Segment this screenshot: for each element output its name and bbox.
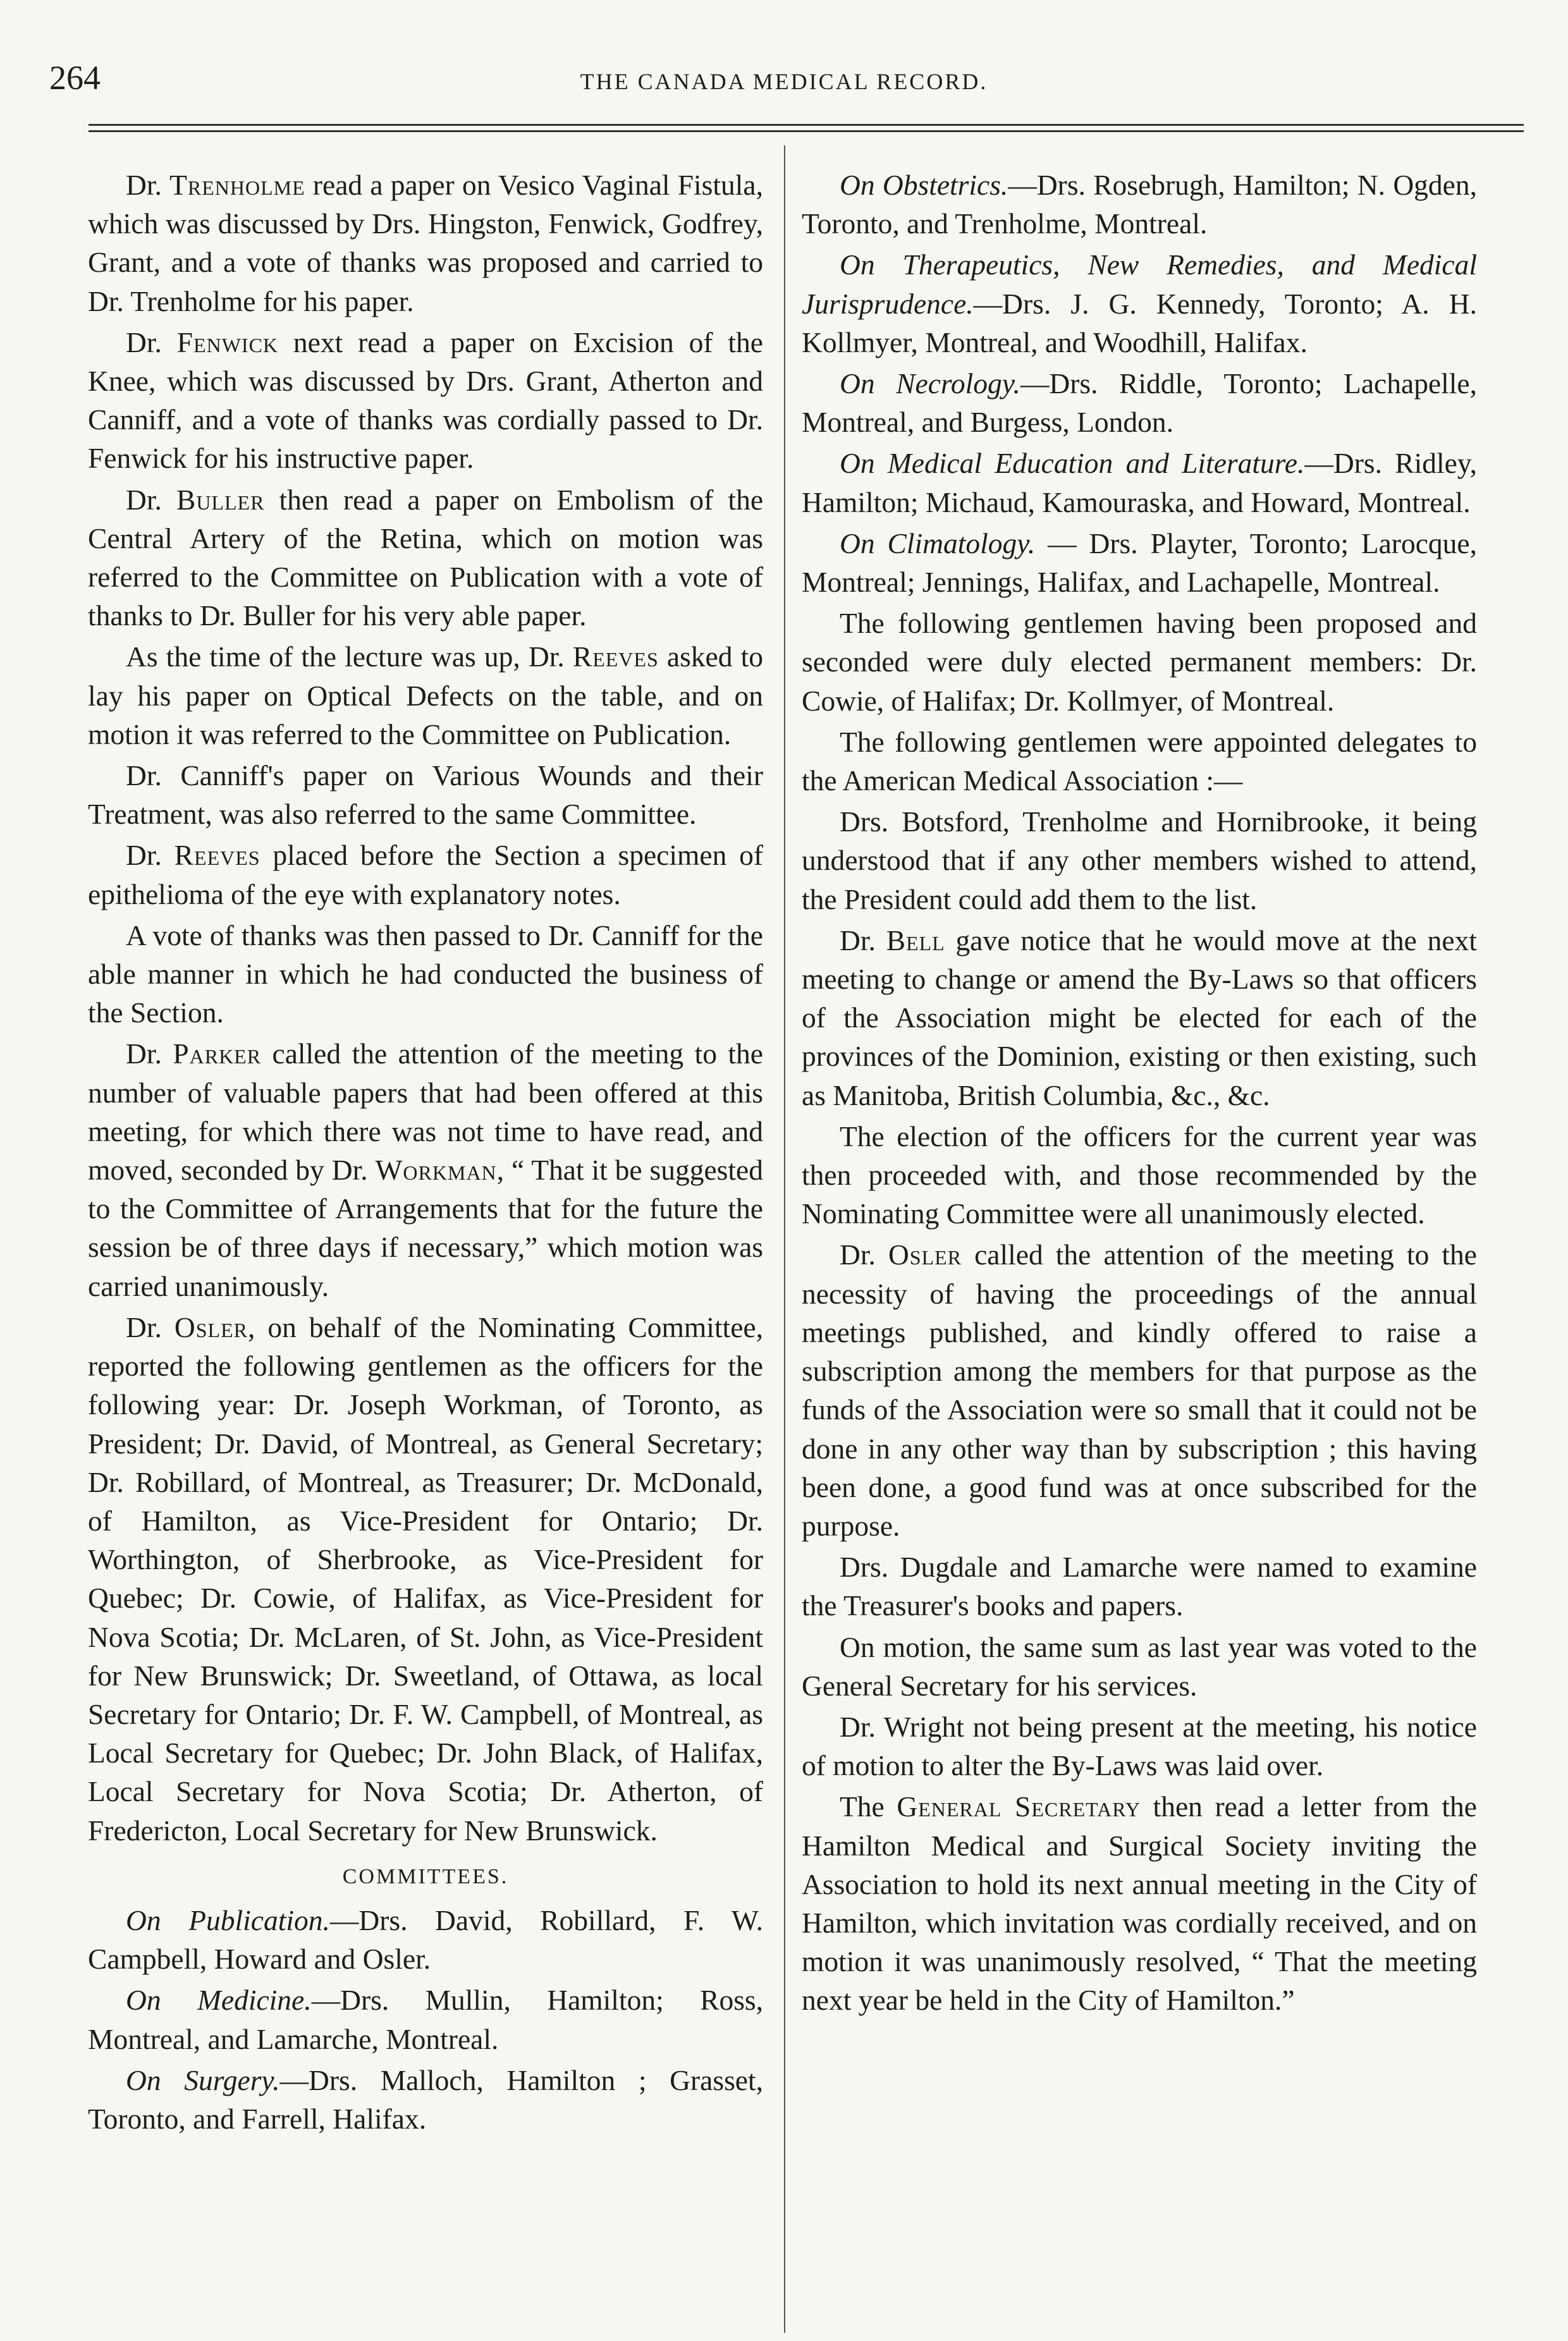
paragraph: Drs. Dugdale and Lamarche were named to examine the Treasurer's books and papers. [802, 1551, 1477, 1622]
speaker-name: Fenwick [176, 326, 279, 358]
speaker-name: Osler [174, 1311, 248, 1343]
speaker-name: General Secretary [897, 1790, 1141, 1823]
committee-entry: On Necrology.—Drs. Riddle, Toronto; Lachapelle, Montreal, and Burgess, London. [802, 367, 1477, 439]
committee-label: On Climatology. [840, 527, 1036, 559]
paragraph: The following gentlemen having been proposed and seconded were duly elected permanent members: Dr. Cowie, of Halifax; Dr. Kollmyer, of Montreal. [802, 607, 1477, 717]
speaker-name: Bell [886, 924, 945, 957]
paragraph: Dr. Wright not being present at the meeting, his notice of motion to alter the By-Laws was laid over. [802, 1710, 1477, 1782]
committee-label: On Medicine. [126, 1984, 312, 2017]
paragraph: Dr. Trenholme read a paper on Vesico Vaginal Fistula, which was discussed by Drs. Hingston, Fenwick, Godfrey, Grant, and a vote of thanks was proposed and carried to Dr. Trenholme for his paper. [88, 169, 763, 317]
running-head: THE CANADA MEDICAL RECORD. [580, 69, 988, 94]
committee-label: On Surgery. [126, 2063, 280, 2096]
paragraph: Dr. Bell gave notice that he would move at the next meeting to change or amend the By-Laws so that officers of the Association might be elected for each of the provinces of the Dominion, existing or then existing, such as Manitoba, British Columbia, &c., &c. [802, 924, 1477, 1111]
paragraph: As the time of the lecture was up, Dr. Reeves asked to lay his paper on Optical Defects on the table, and on motion it was referred to the Committee on Publication. [88, 640, 763, 750]
committee-label: On Medical Education and Literature. [840, 447, 1305, 480]
speaker-name: Reeves [174, 839, 260, 872]
header-rule [89, 130, 1524, 132]
committee-label: On Obstetrics. [840, 169, 1008, 201]
committee-entry: On Publication.—Drs. David, Robillard, F. W. Campbell, Howard and Osler. [88, 1904, 763, 1976]
column-divider [784, 145, 785, 2333]
committee-entry: On Obstetrics.—Drs. Rosebrugh, Hamilton; N. Ogden, Toronto, and Trenholme, Montreal. [802, 169, 1477, 240]
paragraph: Dr. Canniff's paper on Various Wounds and their Treatment, was also referred to the same Committee. [88, 759, 763, 831]
paragraph: A vote of thanks was then passed to Dr. Canniff for the able manner in which he had conducted the business of the Section. [88, 919, 763, 1029]
paragraph: Dr. Fenwick next read a paper on Excision of the Knee, which was discussed by Drs. Grant, Atherton and Canniff, and a vote of thanks was cordially passed to Dr. Fenwick for his instructive paper. [88, 326, 764, 475]
speaker-name: Trenholme [169, 169, 305, 201]
paragraph: On motion, the same sum as last year was voted to the General Secretary for his services. [802, 1630, 1477, 1702]
paragraph: Dr. Parker called the attention of the meeting to the number of valuable papers that had been offered at this meeting, for which there was not time to have read, and moved, seconded by Dr. Workman, “ That it be suggested to the Committee of Arrangements that for the future the session be of three days if necessary,” which motion was carried unanimously. [88, 1037, 763, 1302]
paragraph: The General Secretary then read a letter from the Hamilton Medical and Surgical Society inviting the Association to hold its next annual meeting in the City of Hamilton, which invitation was cordially received, and on motion it was unanimously resolved, “ That the meeting next year be held in the City of Hamilton.” [802, 1790, 1477, 2017]
speaker-name: Reeves [572, 640, 659, 673]
committee-label: On Publication. [126, 1904, 330, 1936]
page-number: 264 [49, 59, 101, 97]
committee-label: On Therapeutics, New Remedies, and Medical Jurisprudence. [802, 248, 1477, 320]
speaker-name: Workman [375, 1154, 497, 1187]
paragraph: Dr. Buller then read a paper on Embolism of the Central Artery of the Retina, which on motion was referred to the Committee on Publication with a vote of thanks to Dr. Buller for his very able paper. [88, 483, 764, 632]
paragraph: Dr. Reeves placed before the Section a specimen of epithelioma of the eye with explanatory notes. [88, 839, 764, 910]
paragraph: The following gentlemen were appointed delegates to the American Medical Association :— [802, 725, 1477, 797]
committee-entry: On Medicine.—Drs. Mullin, Hamilton; Ross, Montreal, and Lamarche, Montreal. [88, 1984, 763, 2055]
speaker-name: Buller [176, 483, 265, 516]
paragraph: Dr. Osler, on behalf of the Nominating Committee, reported the following gentlemen as the officers for the following year: Dr. Joseph Workman, of Toronto, as President; Dr. David, of Montreal, as General Secretary; Dr. Robillard, of Montreal, as Treasurer; Dr. McDonald, of Hamilton, as Vice-President for Ontario; Dr. Worthington, of Sherbrooke, as Vice-President for Quebec; Dr. Cowie, of Halifax, as Vice-President for Nova Scotia; Dr. McLaren, of St. John, as Vice-President for New Brunswick; Dr. Sweetland, of Ottawa, as local Secretary for Ontario; Dr. F. W. Campbell, of Montreal, as Local Secretary for Quebec; Dr. John Black, of Halifax, Local Secretary for Nova Scotia; Dr. Atherton, of Fredericton, Local Secretary for New Brunswick. [88, 1311, 763, 1847]
speaker-name: Parker [173, 1037, 262, 1070]
header-rule [89, 124, 1524, 126]
section-heading: COMMITTEES. [342, 1864, 509, 1888]
paragraph: Drs. Botsford, Trenholme and Hornibrooke, it being understood that if any other members wished to attend, the President could add them to the list. [802, 805, 1477, 915]
committee-entry: On Medical Education and Literature.—Drs. Ridley, Hamilton; Michaud, Kamouraska, and Howard, Montreal. [802, 447, 1477, 518]
speaker-name: Osler [888, 1238, 962, 1271]
committee-entry: On Surgery.—Drs. Malloch, Hamilton ; Grasset, Toronto, and Farrell, Halifax. [88, 2063, 763, 2135]
paragraph: The election of the officers for the current year was then proceeded with, and those recommended by the Nominating Committee were all unanimously elected. [802, 1120, 1477, 1230]
committee-entry: On Climatology. — Drs. Playter, Toronto; Larocque, Montreal; Jennings, Halifax, and Lachapelle, Montreal. [802, 527, 1477, 599]
right-column [802, 166, 1477, 2022]
committee-entry: On Therapeutics, New Remedies, and Medical Jurisprudence.—Drs. J. G. Kennedy, Toronto; A. H. Kollmyer, Montreal, and Woodhill, Halifax. [802, 248, 1477, 358]
left-column [88, 166, 763, 2141]
committee-label: On Necrology. [840, 367, 1020, 400]
paragraph: Dr. Osler called the attention of the meeting to the necessity of having the proceedings of the annual meetings published, and kindly offered to raise a subscription among the members for that purpose as the funds of the Association were so small that it could not be done in any other way than by subscription ; this having been done, a good fund was at once subscribed for the purpose. [802, 1238, 1478, 1542]
